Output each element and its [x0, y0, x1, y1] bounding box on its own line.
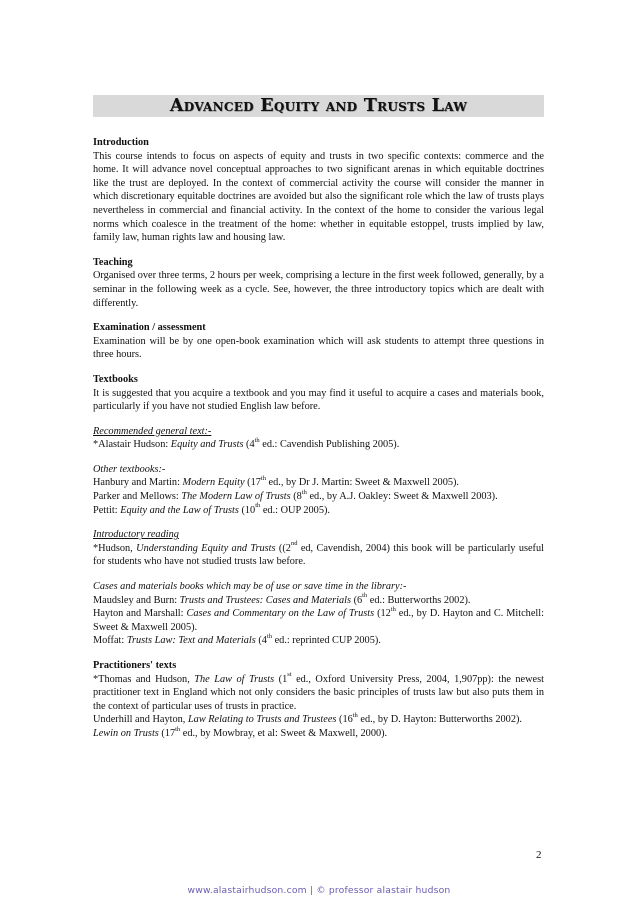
textbooks-heading: Textbooks — [93, 373, 138, 385]
other-textbooks-section — [93, 463, 544, 517]
other-textbooks-heading: Other textbooks:- — [93, 463, 166, 475]
teaching-body: Organised over three terms, 2 hours per week, comprising a lecture in the first week followed, generally, by a seminar in the following week as a cycle. See, however, the three introductory topics which are dealt with differently. — [93, 270, 544, 309]
cases-materials-heading: Cases and materials books which may be of use or save time in the library:- — [93, 581, 407, 593]
practitioners-item: Underhill and Hayton, Law Relating to Trusts and Trustees (16th ed., by D. Hayton: Butterworths 2002). — [93, 711, 522, 726]
introductory-reading-section — [93, 528, 544, 569]
footer-credit[interactable]: www.alastairhudson.com | © professor alastair hudson — [187, 885, 451, 896]
practitioners-section — [93, 659, 544, 741]
examination-heading: Examination / assessment — [93, 322, 206, 334]
introduction-heading: Introduction — [93, 137, 149, 148]
examination-section — [93, 321, 544, 362]
introductory-reading-item: *Hudson, Understanding Equity and Trusts ((2nd ed, Cavendish, 2004) this book will be particularly useful for students who have not studied trusts law before. — [93, 540, 544, 568]
teaching-heading: Teaching — [93, 256, 133, 268]
introduction-body: This course intends to focus on aspects of equity and trusts in two specific contexts: commerce and the home. It will advance novel conceptual approaches to two significant arenas in which equitable doctrines like the trust are deployed. In the context of commercial activity the course will consider the manner in which discretionary equitable doctrines are avoided but also the significant role which the law of trusts plays nevertheless in commercial and financial activity. In the context of the home to consider the various legal norms which coalesce in the treatment of the home: whether in equitable estoppel, trusts implied by law, family law, human rights law and housing law. — [93, 150, 544, 244]
practitioners-heading: Practitioners' texts — [93, 660, 177, 671]
page-number: 2 — [536, 849, 542, 861]
document-title: Advanced Equity and Trusts Law — [169, 96, 468, 116]
other-textbook-item: Pettit: Equity and the Law of Trusts (10th ed.: OUP 2005). — [93, 502, 330, 516]
textbooks-section — [93, 373, 544, 414]
recommended-item: *Alastair Hudson: Equity and Trusts (4th ed.: Cavendish Publishing 2005). — [93, 436, 400, 451]
cases-materials-section — [93, 580, 544, 648]
teaching-section — [93, 256, 544, 310]
other-textbook-item: Hanbury and Martin: Modern Equity (17th ed., by Dr J. Martin: Sweet & Maxwell 2005). — [93, 475, 459, 489]
cases-materials-item: Maudsley and Burn: Trusts and Trustees: Cases and Materials (6th ed.: Butterworths 2002). — [93, 592, 471, 606]
recommended-heading: Recommended general text:- — [93, 425, 212, 437]
cases-materials-item: Hayton and Marshall: Cases and Commentary on the Law of Trusts (12th ed., by D. Hayton and C. Mitchell: Sweet & Maxwell 2005). — [93, 605, 544, 633]
practitioners-item: Lewin on Trusts (17th ed., by Mowbray, et al: Sweet & Maxwell, 2000). — [93, 725, 388, 739]
title-bar — [93, 95, 544, 117]
practitioners-item: *Thomas and Hudson, The Law of Trusts (1st ed., Oxford University Press, 2004, 1,907pp): the newest practitioner text in England which not only considers the basic principles of trusts law but also puts them in the context of particular uses of trusts in practice. — [93, 671, 544, 712]
examination-body: Examination will be by one open-book examination which will ask students to attempt three questions in three hours. — [93, 335, 544, 361]
textbooks-body: It is suggested that you acquire a textbook and you may find it useful to acquire a cases and materials book, particularly if you have not studied English law before. — [93, 387, 544, 413]
introduction-section — [93, 136, 544, 245]
introductory-reading-heading: Introductory reading — [93, 529, 179, 541]
document-page — [93, 95, 544, 752]
cases-materials-item: Moffat: Trusts Law: Text and Materials (4th ed.: reprinted CUP 2005). — [93, 632, 381, 647]
other-textbook-item: Parker and Mellows: The Modern Law of Trusts (8th ed., by A.J. Oakley: Sweet & Maxwell 2003). — [93, 488, 498, 503]
recommended-section — [93, 425, 544, 452]
